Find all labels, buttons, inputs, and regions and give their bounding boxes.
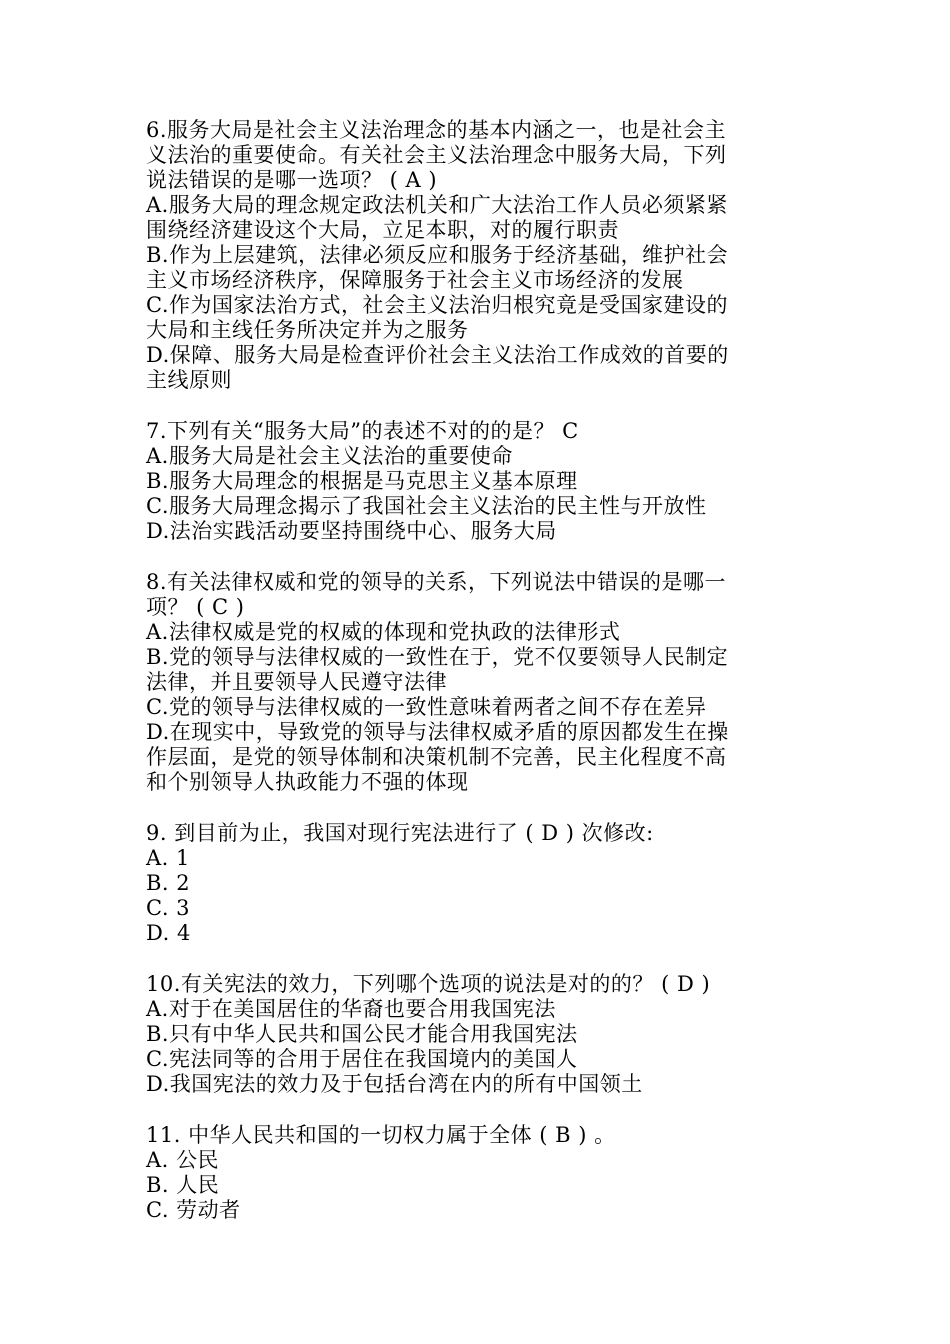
question-8-option-c: C.党的领导与法律权威的一致性意味着两者之间不存在差异 <box>146 695 707 719</box>
question-11-option-a: A. 公民 <box>146 1148 220 1172</box>
question-9-option-c: C. 3 <box>146 896 191 920</box>
question-8-option-b-line-2: 法律，并且要领导人民遵守法律 <box>146 670 447 694</box>
question-11 <box>146 1123 796 1223</box>
question-10 <box>146 972 796 1097</box>
question-8-option-b-line-1: B.党的领导与法律权威的一致性在于，党不仅要领导人民制定 <box>146 645 729 669</box>
question-6-option-a-line-2: 围绕经济建设这个大局，立足本职，对的履行职责 <box>146 218 619 242</box>
question-9-option-a: A. 1 <box>146 846 190 870</box>
question-6-option-b-line-1: B.作为上层建筑，法律必须反应和服务于经济基础，维护社会 <box>146 243 729 267</box>
question-6-option-a-line-1: A.服务大局的理念规定政法机关和广大法治工作人员必须紧紧 <box>146 193 728 217</box>
question-7 <box>146 419 796 544</box>
question-6-line-3: 说法错误的是哪一选项？ ( A ) <box>146 168 438 192</box>
question-10-option-a: A.对于在美国居住的华裔也要合用我国宪法 <box>146 997 556 1021</box>
question-9-option-b: B. 2 <box>146 871 191 895</box>
question-9-stem: 9. 到目前为止，我国对现行宪法进行了 ( D ) 次修改: <box>146 821 654 845</box>
question-7-option-a: A.服务大局是社会主义法治的重要使命 <box>146 444 513 468</box>
question-6-line-2: 义法治的重要使命。有关社会主义法治理念中服务大局，下列 <box>146 143 727 167</box>
question-6-option-b-line-2: 主义市场经济秩序，保障服务于社会主义市场经济的发展 <box>146 268 684 292</box>
question-6 <box>146 118 796 393</box>
question-9 <box>146 821 796 946</box>
question-11-option-b: B. 人民 <box>146 1173 220 1197</box>
question-8-option-a: A.法律权威是党的权威的体现和党执政的法律形式 <box>146 620 621 644</box>
question-7-stem: 7.下列有关“服务大局”的表述不对的的是？ C <box>146 419 579 443</box>
question-10-option-d: D.我国宪法的效力及于包括台湾在内的所有中国领土 <box>146 1072 643 1096</box>
question-6-option-c-line-1: C.作为国家法治方式，社会主义法治归根究竟是受国家建设的 <box>146 293 728 317</box>
question-10-option-b: B.只有中华人民共和国公民才能合用我国宪法 <box>146 1022 578 1046</box>
question-6-option-c-line-2: 大局和主线任务所决定并为之服务 <box>146 318 469 342</box>
question-8-option-d-line-3: 和个别领导人执政能力不强的体现 <box>146 770 469 794</box>
question-10-option-c: C.宪法同等的合用于居住在我国境内的美国人 <box>146 1047 578 1071</box>
question-8-line-1: 8.有关法律权威和党的领导的关系，下列说法中错误的是哪一 <box>146 570 727 594</box>
question-8-option-d-line-2: 作层面，是党的领导体制和决策机制不完善，民主化程度不高 <box>146 745 727 769</box>
question-8-line-2: 项？ ( C ) <box>146 595 245 619</box>
question-7-option-c: C.服务大局理念揭示了我国社会主义法治的民主性与开放性 <box>146 494 707 518</box>
question-6-option-d-line-2: 主线原则 <box>146 368 232 392</box>
question-6-line-1: 6.服务大局是社会主义法治理念的基本内涵之一，也是社会主 <box>146 118 727 142</box>
question-7-option-b: B.服务大局理念的根据是马克思主义基本原理 <box>146 469 578 493</box>
question-8-option-d-line-1: D.在现实中，导致党的领导与法律权威矛盾的原因都发生在操 <box>146 720 729 744</box>
question-11-stem: 11. 中华人民共和国的一切权力属于全体 ( B ) 。 <box>146 1123 616 1147</box>
question-8 <box>146 570 796 795</box>
question-10-stem: 10.有关宪法的效力，下列哪个选项的说法是对的的？ ( D ) <box>146 972 711 996</box>
question-11-option-c: C. 劳动者 <box>146 1198 241 1222</box>
question-9-option-d: D. 4 <box>146 921 191 945</box>
question-7-option-d: D.法治实践活动要坚持围绕中心、服务大局 <box>146 519 557 543</box>
question-6-option-d-line-1: D.保障、服务大局是检查评价社会主义法治工作成效的首要的 <box>146 343 729 367</box>
document-page <box>146 118 796 1249</box>
